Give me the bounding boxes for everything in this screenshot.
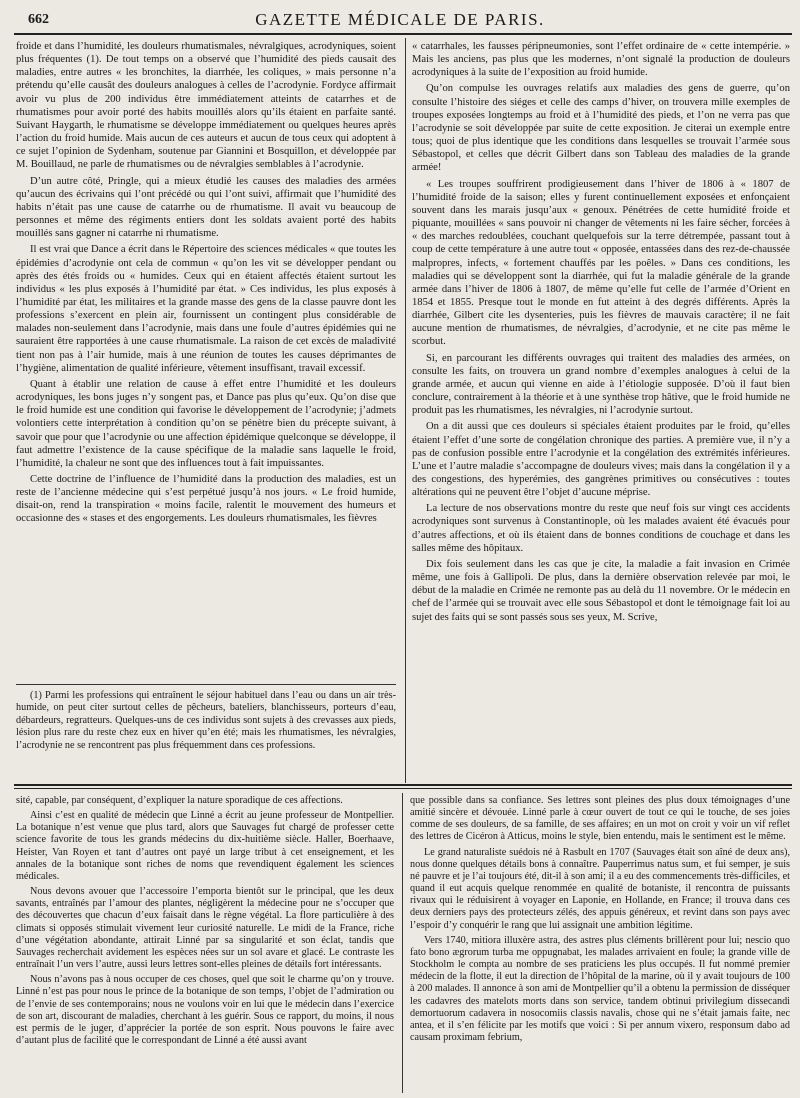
top-left-column (16, 40, 396, 529)
paragraph: Dix fois seulement dans les cas que je cite, la maladie a fait invasion en Crimée même, une fois à Gallipoli. De plus, dans la dernière observation relevée par moi, le début de la maladie en Crimée ne remonte pas au delà du 11 novembre. Or le médecin en chef de l’armée qui se trouvait avec elle sous Sébastopol et dont le témoignage fait loi au sujet des faits qui se sont passés sous ses yeux, M. Scrive, (412, 558, 790, 623)
column-divider (405, 38, 406, 783)
column-divider (402, 793, 403, 1093)
page-header (8, 8, 792, 32)
paragraph: Nous n’avons pas à nous occuper de ces choses, quel que soit le charme qu’on y trouve. Linné n’est pas pour nous le prince de la botanique de son temps, l’objet de l’admiration ou de l’envie de ses contemporains; nous ne voulons voir en lui que le médecin dans l’exercice de son art, discourant de maladies, cherchant à les guérir. Sous ce rapport, du moins, il nous est permis de le juger, d’apprécier la portée de son esprit. Nous pouvons le faire avec d’autant plus de facilité que le correspondant de Linné a été aussi avant (16, 974, 394, 1046)
paragraph: Le grand naturaliste suédois né à Rasbult en 1707 (Sauvages était son aîné de deux ans), nous donne quelques détails bons à connaître. Pauperrimus natus sum, et fui semper, je suis né pauvre et je l’ai toujours été, dit-il à son ami; il a eu des commencements très-difficiles, et quand il eut acquis quelque renommée en qualité de botaniste, il rencontra de puissants rivaux qui le réduisirent à voyager en Laponie, en Hollande, en France; il trouva dans ces deux derniers pays des protecteurs zélés, des appuis généreux, et revint dans son pays avec l’espoir d’y conquérir le rang que lui assignait une ambition légitime. (410, 846, 790, 931)
paragraph: La lecture de nos observations montre du reste que neuf fois sur vingt ces accidents acrodyniques sont survenus à Constantinople, où les malades avaient été évacués pour d’autres affections, et où ils étaient dans de bonnes conditions de couchage et dans les salles même des hôpitaux. (412, 503, 790, 554)
journal-title: GAZETTE MÉDICALE DE PARIS. (255, 10, 545, 29)
paragraph: Quant à établir une relation de cause à effet entre l’humidité et les douleurs acrodyniques, les bons juges n’y songent pas, et Dance pas plus qu’eux. Qu’on dise que le froid humide est une condition qui favorise le développement de l’acrodynie; j’admets volontiers cette interprétation à condition qu’on se pénètre bien du précepte suivant, à savoir que pour que l’acrodynie ou une affection épidémique quelconque se développe, il faut admettre l’existence de la cause spécifique de la maladie sans laquelle le froid, l’humidité, la chaleur ne sont que des influences tout à fait impuissantes. (16, 378, 396, 469)
bottom-right-column (410, 795, 790, 1047)
footnote (16, 690, 396, 752)
top-right-column (412, 40, 790, 627)
header-rule (14, 33, 792, 35)
paragraph: Vers 1740, mitiora illuxère astra, des astres plus cléments brillèrent pour lui; nescio quo fato bono ægrorum turba me oppugnabat, les malades arrivaient en foule; la grande ville de Stockholm le compta au nombre de ses praticiens les plus occupés. Il fut nommé premier médecin de la flotte, il eut la direction de l’hôpital de la marine, où il y avait toujours de 100 à 200 malades. Il annonce à son ami de Montpellier qu’il a obtenu la permission de disséquer les cadavres des matelots morts dans son service, tandem obtinui privilegium dissecandi demortuorum cadavera in nosocomiis classis navalis, chose qui ne s’était jamais faite, nec antea, et il s’en félicite par les motifs que voici : Si per annum vixero, responsum dabo ad causam proximam febrium, (410, 934, 790, 1043)
paragraph: « catarrhales, les fausses péripneumonies, sont l’effet ordinaire de « cette intempérie. » Mais les anciens, pas plus que les modernes, n’ont signalé la production de douleurs acrodyniques à la suite de l’exposition au froid humide. (412, 41, 790, 79)
paragraph: On a dit aussi que ces douleurs si spéciales étaient produites par le froid, qu’elles étaient l’effet d’une sorte de congélation chronique des parties. A première vue, il n’y a pas de confusion possible entre l’acrodynie et la congélation des extrémités inférieures. L’une et l’autre maladie s’accompagne de douleurs vives; mais dans la congélation il y a des congestions, des hyperémies, des gangrènes primitives ou consécutives : toutes altérations qui ne peuvent être l’objet d’aucune méprise. (412, 421, 790, 499)
paragraph: Il est vrai que Dance a écrit dans le Répertoire des sciences médicales « que toutes les épidémies d’acrodynie ont cela de commun « qu’on les vit se développer pendant ou après des étés froids ou « humides. Ceux qui en étaient affectés étaient surtout les individus « les plus exposés à l’humidité par état. » Ces individus, les plus exposés à l’humidité par état, les militaires et la grande masse des gens de la classe pauvre dont les professions s’exercent en plein air, fournissent un contingent plus considérable de malades non-seulement dans l’acrodynie, mais dans une foule d’autres épidémies qui ne sauraient être rapportées à une cause rhumatismale. La raison de cet excès de maladivité tient non pas à l’air humide, mais à une réunion de toutes les causes déprimantes de l’hygiène, alimentation de qualité inférieure, vêtement insuffisant, travail excessif. (16, 244, 396, 374)
paragraph: que possible dans sa confiance. Ses lettres sont pleines des plus doux témoignages d’une amitié sincère et dévouée. Linné parle à cœur ouvert de tout ce qui le touche, de ses joies comme de ses douleurs, de sa famille, de ses affaires; en un mot on croit y voir un vif reflet des lettres de Cicéron à Atticus, moins le style, bien entendu, mais le sentiment est le même. (410, 795, 790, 843)
paragraph: Si, en parcourant les différents ouvrages qui traitent des maladies des armées, on consulte les faits, on trouvera un grand nombre d’exemples analogues à celui de la grande armée, et aucun qui vienne en aide à l’étiologie supposée. D’où il faut bien conclure, contrairement à la théorie et à une synthèse trop hâtive, que le froid humide ne produit pas les rhumatismes, les névralgies, ni l’acrodynie surtout. (412, 352, 790, 417)
paragraph: Nous devons avouer que l’accessoire l’emporta bientôt sur le principal, que les deux savants, entraînés par l’amour des plantes, négligèrent la médecine pour ne s’occuper que des découvertes que chacun d’eux faisait dans le règne végétal. La flore particulière à des climats si opposés stimulait vivement leur curiosité naturelle. Le midi de la France, riche d’une végétation abondante, attirait Linné par sa singularité et son éclat, tandis que Sauvages recherchait avidement les espèces nées sur un sol avare et glacé. Le contraste les entraînait l’un vers l’autre, aussi leurs lettres sont-elles pleines de détails fort intéressants. (16, 886, 394, 971)
paragraph: « Les troupes souffrirent prodigieusement dans l’hiver de 1806 à « 1807 de l’humidité froide de la saison; elles y furent continuellement exposées et enfonçaient souvent dans les marais jusqu’aux « genoux. Pénétrées de cette humidité froide et piquante, mouillées « sans pouvoir ni changer de vêtements ni les faire sécher, forcées à « des marches redoublées, couchant quelquefois sur la terre détrempée, passant tout à coup de cette température à une autre tout « opposée, entassées dans des rez-de-chaussée malpropres, infects, « fortement chauffés par les poêles. » Dans ces conditions, les maladies qui se développent sont la diarrhée, qui fut la maladie générale de la grande armée dans l’hiver de 1806 à 1807, de même qu’elle fut celle de l’armée d’Orient en 1854 et 1855. Presque tout le monde en fut atteint à des degrés différents. Après la diarrhée, Gilbert cite les dysenteries, puis les fièvres de mauvais caractère; il ne fait aucune mention de rhumatismes, de névralgies, d’acrodynie, et ne cite pas même le scorbut. (412, 178, 790, 348)
paragraph: Cette doctrine de l’influence de l’humidité dans la production des maladies, est un reste de l’ancienne médecine qui s’est perpétué jusqu’à nos jours. « Le froid humide, disait-on, rend la transpiration « moins facile, ralentit le mouvement des humeurs et occasionne des « stases et des engorgements. Les douleurs rhumatismales, les fièvres (16, 474, 396, 525)
section-rule-thin (14, 788, 792, 789)
paragraph: sité, capable, par conséquent, d’expliquer la nature sporadique de ces affections. (16, 795, 343, 806)
footnote-rule (16, 684, 396, 685)
paragraph: D’un autre côté, Pringle, qui a mieux étudié les causes des maladies des armées qu’aucun des écrivains qui l’ont précédé ou qui l’ont suivi, affirmait que l’humidité des habits n’était pas une cause de catarrhe ou de rhumatisme. Il avait vu beaucoup de personnes et même des régiments entiers dont les soldats avaient porté des habits mouillés sans gagner ni catarrhe ni rhumatisme. (16, 175, 396, 240)
section-rule (14, 784, 792, 786)
paragraph: froide et dans l’humidité, les douleurs rhumatismales, névralgiques, acrodyniques, soient plus fréquentes (1). De tout temps on a observé que l’humidité des pieds causait des maladies, entre autres « les bronchites, la diarrhée, les coliques, » mais personne n’a prétendu qu’elle causât des douleurs analogues à celles de l’acrodynie. Fordyce affirmait avoir vu plus de 200 individus être immédiatement atteints de catarrhes et de rhumatismes pour avoir porté des habits mouillés alors qu’ils étaient en parfaite santé. Suivant Haygarth, le rhumatisme se développe immédiatement ou quelques heures après l’action du froid humide. Mais aucun de ces auteurs et aucun de tous ceux qui adoptent à ce sujet l’opinion de Sydenham, soutenue par Giannini et Bosquillon, et développée par M. Bouillaud, ne parle de rhumatismes ou de névralgies semblables à l’acrodynie. (16, 41, 396, 171)
page-number: 662 (28, 12, 49, 27)
paragraph: Ainsi c’est en qualité de médecin que Linné a écrit au jeune professeur de Montpellier. La botanique n’est venue que plus tard, alors que Sauvages fut chargé de professer cette science favorite de tous les grands médecins du dix-huitième siècle. Haller, Boerhaave, Heister, Van Royen et tant d’autres ont payé un large tribut à cet enseignement, et les annales de la botanique sont riches de noms que revendiquent également les sciences médicales. (16, 810, 394, 882)
bottom-left-column (16, 795, 394, 1050)
footnote-text: (1) Parmi les professions qui entraînent le séjour habituel dans l’eau ou dans un air très-humide, on peut citer surtout celles de pêcheurs, bateliers, blanchisseurs, porteurs d’eau, débardeurs, regratteurs. Quelques-uns de ces individus sont sujets à des crevasses aux pieds, lésion plus rare du reste chez eux en hiver qu’en été; mais les rhumatismes, les névralgies, l’acrodynie ne se rencontrent pas plus fréquemment dans ces professions. (16, 690, 396, 751)
paragraph: Qu’on compulse les ouvrages relatifs aux maladies des gens de guerre, qu’on consulte l’histoire des siéges et celle des camps d’hiver, on trouvera mille exemples de troupes exposées longtemps au froid et à l’humidité des pieds, et l’on ne verra pas que l’acrodynie se soit développée par suite de cette exposition. Je citerai un exemple entre tous; quoi de plus identique que les conditions dans lesquelles se trouvait l’armée sous Sébastopol, et celles que décrit Gilbert dans son Tableau des maladies de la grande armée! (412, 83, 790, 174)
